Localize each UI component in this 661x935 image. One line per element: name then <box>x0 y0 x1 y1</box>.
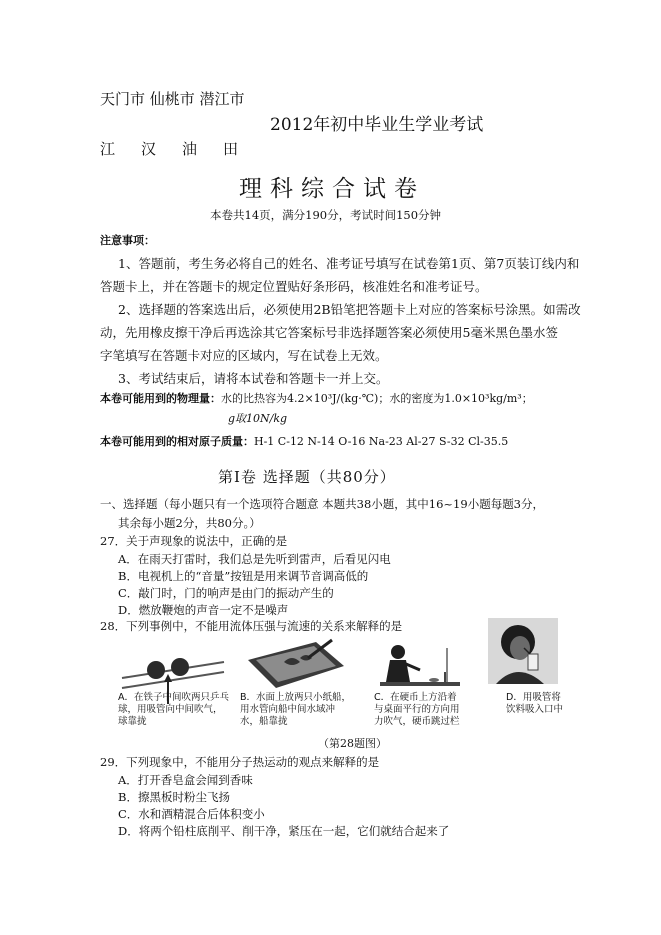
notice-item-2-line-1: 2、选择题的答案选出后，必须使用2B铅笔把答题卡上对应的答案标号涂黑。如需改 <box>118 302 581 317</box>
region-names-line1: 天门市 仙桃市 潜江市 <box>100 90 245 108</box>
section-instructions-line-1: 一、选择题（每小题只有一个选项符合题意 本题共38小题，其中16~19小题每题3分， <box>100 497 545 511</box>
question-29-option-b: B．擦黑板时粉尘飞扬 <box>118 790 230 804</box>
paper-boats-illustration <box>240 632 352 696</box>
notice-item-1-line-2: 答题卡上，并在答题卡的规定位置贴好条形码，核准姓名和准考证号。 <box>100 279 488 294</box>
atomic-masses <box>100 433 508 449</box>
physics-constants-label: 本卷可能用到的物理量： <box>100 392 221 405</box>
question-29-option-d: D．将两个铅柱底削平、削干净，紧压在一起，它们就结合起来了 <box>118 824 450 838</box>
figure-c-caption: C．在硬币上方沿着与桌面平行的方向用力吹气，硬币跳过栏 <box>374 692 460 727</box>
paper-info: 本卷共14页，满分190分，考试时间150分钟 <box>210 208 442 222</box>
question-28-figures <box>118 624 564 734</box>
notice-item-1-line-1: 1、答题前，考生务必将自己的姓名、准考证号填写在试卷第1页、第7页装订线内和 <box>118 256 580 271</box>
question-27-option-a: A．在雨天打雷时，我们总是先听到雷声，后看见闪电 <box>118 552 391 566</box>
figure-d <box>488 618 558 684</box>
physics-constants <box>100 390 533 406</box>
figure-b <box>240 632 352 696</box>
figure-b-caption: B．水面上放两只小纸船，用水管向船中间水域冲水，船靠拢 <box>240 692 352 727</box>
question-29-option-a: A．打开香皂盒会闻到香味 <box>118 773 253 787</box>
section-title: 第Ⅰ卷 选择题（共80分） <box>218 468 396 486</box>
paper-title: 理科综合试卷 <box>239 176 425 202</box>
drinking-straw-illustration <box>488 618 558 684</box>
atomic-masses-values: H-1 C-12 N-14 O-16 Na-23 Al-27 S-32 Cl-35.5 <box>254 435 509 448</box>
atomic-masses-label: 本卷可能用到的相对原子质量： <box>100 435 254 448</box>
physics-constants-values: 水的比热容为4.2×10³J/(kg·℃)；水的密度为1.0×10³kg/m³； <box>221 392 533 405</box>
section-instructions-line-2: 其余每小题2分，共80分。） <box>118 516 261 530</box>
notice-item-2-line-2: 动，先用橡皮擦干净后再选涂其它答案标号非选择题答案必须使用5毫米黑色墨水签 <box>100 325 558 340</box>
coin-blowing-illustration <box>380 638 460 700</box>
notice-item-2-line-3: 字笔填写在答题卡对应的区域内，写在试卷上无效。 <box>100 348 388 363</box>
question-29-stem: 29．下列现象中，不能用分子热运动的观点来解释的是 <box>100 755 380 769</box>
question-27-option-d: D．燃放鞭炮的声音一定不是噪声 <box>118 603 289 617</box>
question-28-stem: 28．下列事例中，不能用流体压强与流速的关系来解释的是 <box>100 619 403 633</box>
figure-d-caption: D．用吸管将饮料吸入口中 <box>506 692 564 715</box>
question-27-stem: 27．关于声现象的说法中，正确的是 <box>100 534 288 548</box>
question-29-option-c: C．水和酒精混合后体积变小 <box>118 807 265 821</box>
question-27-option-c: C．敲门时，门的响声是由门的振动产生的 <box>118 586 334 600</box>
gravity-constant: g取10N/kg <box>228 412 288 425</box>
figure-c <box>380 638 460 700</box>
notice-item-3: 3、考试结束后，请将本试卷和答题卡一并上交。 <box>118 371 389 386</box>
notice-heading: 注意事项： <box>100 234 155 247</box>
exam-title: 2012年初中毕业生学业考试 <box>270 115 484 135</box>
figure-a-caption: A．在铁子中间吹两只乒乓球，用吸管向中间吹气，球靠拢 <box>118 692 229 727</box>
question-27-option-b: B．电视机上的“音量”按钮是用来调节音调高低的 <box>118 569 369 583</box>
region-names-line2: 江汉油田 <box>100 140 265 158</box>
figure-28-caption: （第28题图） <box>318 737 387 750</box>
